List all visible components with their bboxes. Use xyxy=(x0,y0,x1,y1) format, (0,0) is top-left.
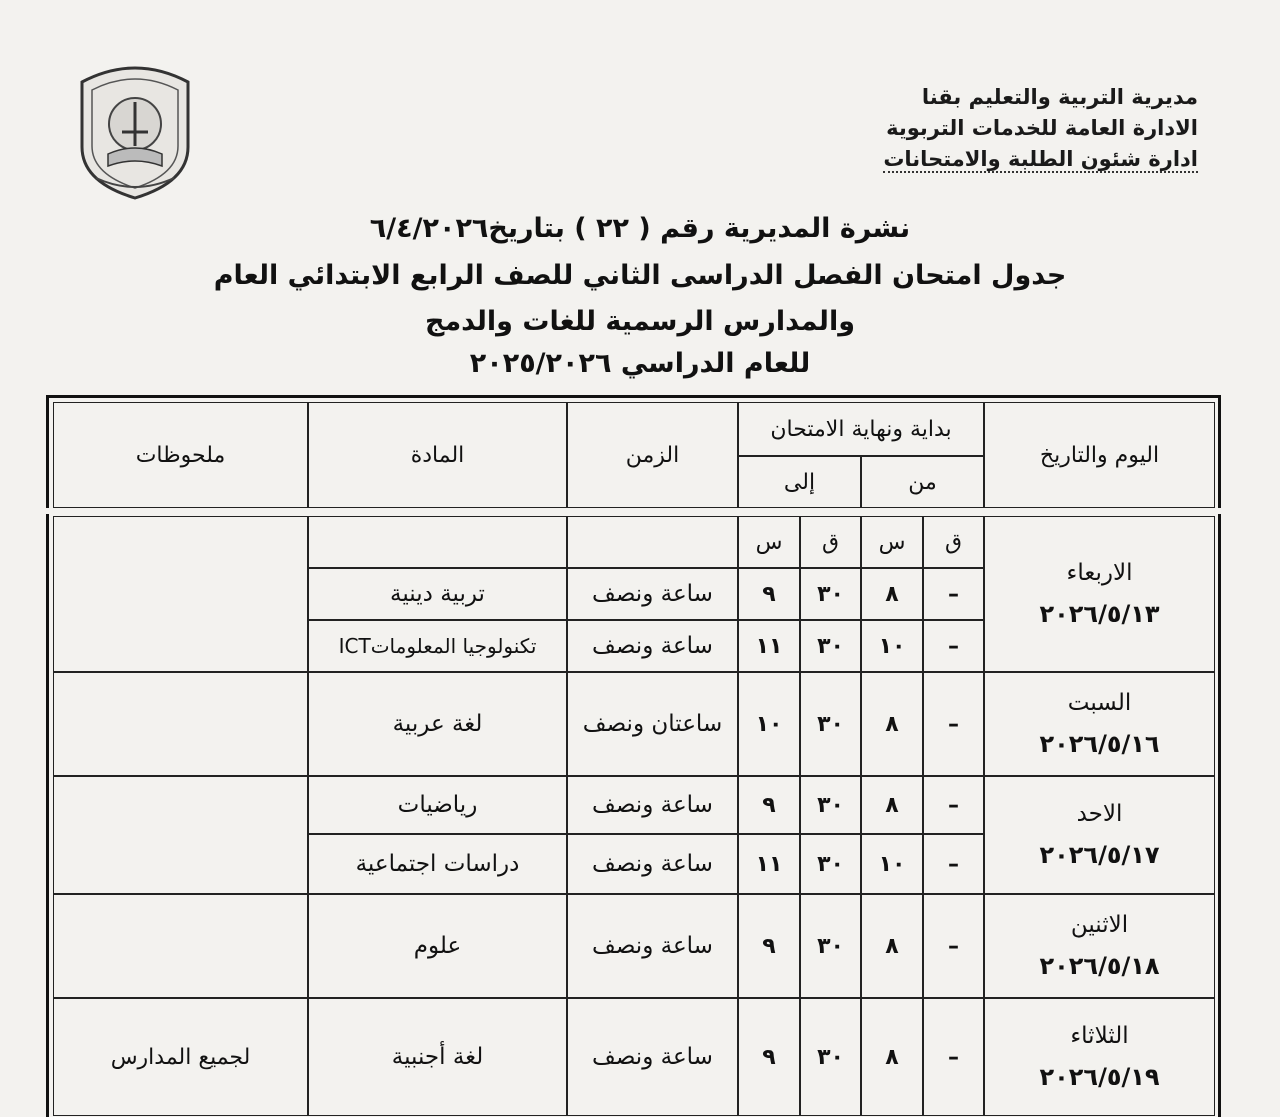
subject: لغة عربية xyxy=(308,672,567,776)
to-hour: ٩ xyxy=(738,894,800,998)
notes-cell xyxy=(53,776,308,894)
bulletin-title: نشرة المديرية رقم ( ٢٢ ) بتاريخ٦/٤/٢٠٢٦ xyxy=(369,213,911,244)
notes-cell xyxy=(53,672,308,776)
day-cell xyxy=(984,776,1215,894)
from-hour: ٨ xyxy=(861,894,923,998)
to-min: ٣٠ xyxy=(800,998,861,1116)
directorate-header xyxy=(883,82,1198,175)
day-date: ٢٠٢٦/٥/١٣ xyxy=(1039,600,1160,628)
duration: ساعة ونصف xyxy=(567,568,738,620)
directorate-logo xyxy=(72,62,198,202)
day-cell xyxy=(984,516,1215,672)
from-min: – xyxy=(923,620,984,672)
subheader-blank-duration xyxy=(567,516,738,568)
to-min: ٣٠ xyxy=(800,620,861,672)
subject: علوم xyxy=(308,894,567,998)
header-from: من xyxy=(861,456,984,508)
from-hour: ١٠ xyxy=(861,834,923,894)
to-min: ٣٠ xyxy=(800,894,861,998)
to-hour: ١١ xyxy=(738,620,800,672)
header-subject: المادة xyxy=(308,402,567,508)
day-cell xyxy=(984,672,1215,776)
day-cell xyxy=(984,998,1215,1116)
day-name: الثلاثاء xyxy=(1070,1023,1129,1049)
header-duration: الزمن xyxy=(567,402,738,508)
subheader-blank-subject xyxy=(308,516,567,568)
from-min: – xyxy=(923,894,984,998)
subject: رياضيات xyxy=(308,776,567,834)
header-line-2: الادارة العامة للخدمات التربوية xyxy=(886,116,1198,140)
duration: ساعة ونصف xyxy=(567,894,738,998)
from-min: – xyxy=(923,834,984,894)
header-notes: ملحوظات xyxy=(53,402,308,508)
day-date: ٢٠٢٦/٥/١٧ xyxy=(1039,841,1160,869)
schools-subtitle: والمدارس الرسمية للغات والدمج xyxy=(425,306,855,337)
day-date: ٢٠٢٦/٥/١٦ xyxy=(1039,730,1160,758)
day-name: الاثنين xyxy=(1070,912,1129,938)
notes-cell xyxy=(53,894,308,998)
duration: ساعة ونصف xyxy=(567,998,738,1116)
subject: تربية دينية xyxy=(308,568,567,620)
from-min: – xyxy=(923,672,984,776)
from-hour: ١٠ xyxy=(861,620,923,672)
day-name: الاحد xyxy=(1076,801,1123,827)
from-hour: ٨ xyxy=(861,776,923,834)
to-hour: ٩ xyxy=(738,776,800,834)
duration: ساعة ونصف xyxy=(567,834,738,894)
duration: ساعتان ونصف xyxy=(567,672,738,776)
header-start-end: بداية ونهاية الامتحان xyxy=(738,402,984,456)
subheader-to-min: ق xyxy=(800,516,861,568)
notes-cell: لجميع المدارس xyxy=(53,998,308,1116)
day-date: ٢٠٢٦/٥/١٨ xyxy=(1039,952,1160,980)
to-hour: ٩ xyxy=(738,568,800,620)
from-hour: ٨ xyxy=(861,998,923,1116)
to-min: ٣٠ xyxy=(800,672,861,776)
header-day-date: اليوم والتاريخ xyxy=(984,402,1215,508)
subject: لغة أجنبية xyxy=(308,998,567,1116)
header-line-3: ادارة شئون الطلبة والامتحانات xyxy=(883,147,1198,171)
notes-cell xyxy=(53,516,308,672)
to-min: ٣٠ xyxy=(800,568,861,620)
schedule-title: جدول امتحان الفصل الدراسى الثاني للصف الرابع الابتدائي العام xyxy=(213,260,1067,291)
to-min: ٣٠ xyxy=(800,834,861,894)
subheader-from-hour: س xyxy=(861,516,923,568)
from-min: – xyxy=(923,776,984,834)
day-name: السبت xyxy=(1067,690,1132,716)
header-line-1: مديرية التربية والتعليم بقنا xyxy=(921,85,1198,109)
to-hour: ١٠ xyxy=(738,672,800,776)
from-hour: ٨ xyxy=(861,672,923,776)
day-name: الاربعاء xyxy=(1066,560,1133,586)
duration: ساعة ونصف xyxy=(567,776,738,834)
to-hour: ١١ xyxy=(738,834,800,894)
header-separator xyxy=(46,508,1221,514)
day-date: ٢٠٢٦/٥/١٩ xyxy=(1039,1063,1160,1091)
subject: دراسات اجتماعية xyxy=(308,834,567,894)
subject: تكنولوجيا المعلوماتICT xyxy=(308,620,567,672)
subheader-to-hour: س xyxy=(738,516,800,568)
from-min: – xyxy=(923,998,984,1116)
header-to: إلى xyxy=(738,456,861,508)
subheader-from-min: ق xyxy=(923,516,984,568)
day-cell xyxy=(984,894,1215,998)
from-min: – xyxy=(923,568,984,620)
duration: ساعة ونصف xyxy=(567,620,738,672)
to-min: ٣٠ xyxy=(800,776,861,834)
from-hour: ٨ xyxy=(861,568,923,620)
academic-year: للعام الدراسي ٢٠٢٥/٢٠٢٦ xyxy=(469,348,811,379)
to-hour: ٩ xyxy=(738,998,800,1116)
document-titles xyxy=(0,206,1280,384)
